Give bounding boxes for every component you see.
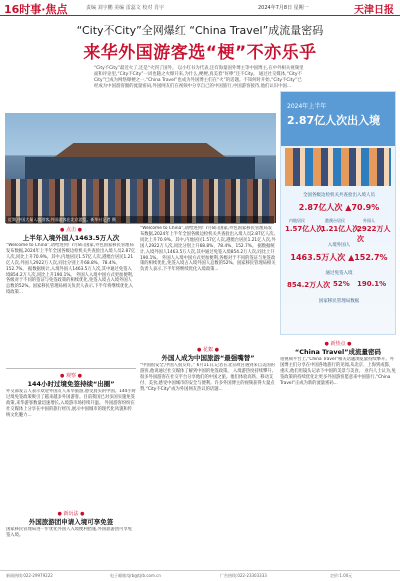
label-foreigners: 外国人 xyxy=(363,218,375,223)
statistics-infographic xyxy=(280,91,396,335)
label-hkmotw: 港澳台居民 xyxy=(325,218,345,223)
editor-credits: 责编 刘宇鹏 美编 雷蕊文 校对 肖宇 xyxy=(86,5,164,11)
total-stat: 2.87亿人次 ▲70.9% xyxy=(298,203,380,212)
article1-title: 上半年入境外国人1463.5万人次 xyxy=(22,234,120,242)
divider xyxy=(6,368,136,369)
kicker-headline: “City不City”全网爆红 “China Travel”成流量密码 xyxy=(76,24,324,37)
infographic-year: 2024年上半年 xyxy=(287,103,327,110)
article1c-title: 外国旅游团申请入境可享免签 xyxy=(28,518,114,526)
article1b-title: 144小时过境免签持续“出圈” xyxy=(27,380,115,388)
section-marker-3: ● 新玩法 ● xyxy=(57,511,85,517)
footer-ad: 广告热线:022-23303333 xyxy=(220,573,267,578)
issue-date: 2024年7月8日 星期一 xyxy=(258,5,309,11)
infographic-row3: 通过免签入境 xyxy=(325,271,353,276)
article1-body: “Welcome to China”,请给进到! 7月8日国家,外包国家移民管理局发布数据,2024年上半年全国各级边检机关共查验出入境人员2.87亿人次,同比上升70.9%。其中,内地居民1.57亿人次,港澳台居民1.21亿人次,外国人2922万人次,同比分别上升68.8%、78.4%、152.7%。 据数据统计,入境外国人1463.5万人次,其中通过免签入境854.2万人次,同比上升190.1%。 外国人入境中国方式更加便利,各级对于不同的签证与免签政策的相续优化,免签入境占入境外国人总数的52%。国家移民管理局相关负责人表示,下半年将继续优化入境政策... xyxy=(6,243,136,296)
photo-caption: 近期,中国大量入境游客,外国游客在北京游览。新华社记者 摄 xyxy=(6,216,274,224)
num-foreigners: 2922万人次 xyxy=(357,225,391,243)
num-growth: 190.1% xyxy=(357,280,387,288)
article2-title: 外国人成为中国旅游“最强嘴替” xyxy=(161,354,255,362)
num-visa-free: 854.2万人次 xyxy=(287,281,331,289)
travelers-illustration xyxy=(285,148,391,186)
section-marker-1: ● 点击 ● xyxy=(60,227,82,233)
infographic-header xyxy=(281,92,395,146)
data-source: 国家移民管理局数据 xyxy=(318,299,360,304)
entry-foreigners-stat: 1463.5万人次 ▲152.7% xyxy=(290,253,388,262)
lead-paragraph: “City不City”最近火了,还是“火到了国外。 以小红书为代表,还有海量国外博主等中国博主,在中外相关视频里面和评论里,“City不City”一词也随之火爆开来,为什么,梗梗,真美着“好棒”还不City。 通过社交媒体,“City不City”已成为网络爆梗之一,“China Travel”也成为外国博主们在“火”的话题。不知何时开始,“City不City”已经成为中国游客圈的流量密码,外国网友们在视频中分享自己的中国旅行,中国游客接待,他们认识中国... xyxy=(94,66,304,89)
section-marker-2: ● 观察 ● xyxy=(60,373,82,379)
footer-email: 电子邮箱:tjrb@tjrb.com.cn xyxy=(110,573,161,578)
num-mainland: 1.57亿人次 xyxy=(285,225,324,233)
article2-intro: “Welcome to China”,请给进到! 7月8日国家,外包国家移民管理局发布数据,2024年上半年全国各级边检机关共查验出入境人员2.87亿人次,同比上升70.9%。其中,内地居民1.57亿人次,港澳台居民1.21亿人次,外国人2922万人次,同比分别上升68.8%、78.4%、152.7%。 据数据统计,入境外国人1463.5万人次,其中通过免签入境854.2万人次,同比上升190.1%。 外国人入境中国方式更加便利,各级对于不同的签证与免签政策的相续优化,免签入境占入境外国人总数的52%。国家移民管理局相关负责人表示,下半年将继续优化入境政策... xyxy=(140,226,276,273)
article3-title: “China Travel”成流量密码 xyxy=(294,348,382,356)
main-headline: 来华外国游客选“梗”不亦乐乎 xyxy=(83,43,317,63)
infographic-row1: 全国各级边检机关共查验出入境人员 xyxy=(303,193,375,198)
infographic-row2: 入境外国人 xyxy=(327,243,351,248)
num-hkmotw: 1.21亿人次 xyxy=(321,225,360,233)
article3-body: 短视频平台上,“China Travel”相关话题浏览量持续攀升。外国博主们分享在中国各地旅行的见闻,从北京、上海到成都、重庆,他们用镜头记录下中国的美景与美食。 业内人士认为,免签政策的持续优化让更多外国游客愿意来中国旅行,“China Travel”正成为新的流量密码... xyxy=(280,357,396,386)
footer-hotline: 新闻热线:022-29979222 xyxy=(6,573,53,578)
article1b-body: 外交部发言人表示欢迎外国友人来华旅游,感受真实的中国。144小时过境免签政策吸引了越来越多外国游客。目前我国已对多国实施免签政策,来华游客数量迅速增长,入境游市场持续升温。 外国游客纷纷在社交媒体上分享在中国的旅行经历,展示中国城市的现代化风貌和传统文化魅力... xyxy=(6,389,136,418)
footer-price: 定价:1.00元 xyxy=(330,573,353,578)
section-label: 16时事·焦点 xyxy=(4,3,68,16)
article1c-body: 国家移民管理局进一步优化外国人入境便利措施,外国旅游团可享免签入境。 xyxy=(6,527,132,538)
infographic-headline: 2.87亿人次出入境 xyxy=(287,114,381,127)
num-share: 52% xyxy=(333,280,350,288)
article2-body: “中国很安全,中国人很友好。” 6月11日,记者在北京故宫遇到来自美国的游客,他说通过社交媒体了解到中国的免签政策。 入境游热度持续攀升,很多外国游客在社交平台分享他们的中国之旅。他们体验高铁、移动支付、美食,感受中国城市的安全与便利。许多外国博主的视频获得大量点赞,“City不City”成为外国网友热议的话题... xyxy=(140,363,275,392)
masthead xyxy=(0,0,400,16)
section-marker-5: ● 新热点 ● xyxy=(324,341,352,347)
label-mainland: 内地居民 xyxy=(289,218,305,223)
news-photo xyxy=(5,113,276,223)
newspaper-logo: 天津日报 xyxy=(354,5,394,16)
section-marker-4: ● 花絮 ● xyxy=(197,347,219,353)
page-footer xyxy=(0,570,400,578)
